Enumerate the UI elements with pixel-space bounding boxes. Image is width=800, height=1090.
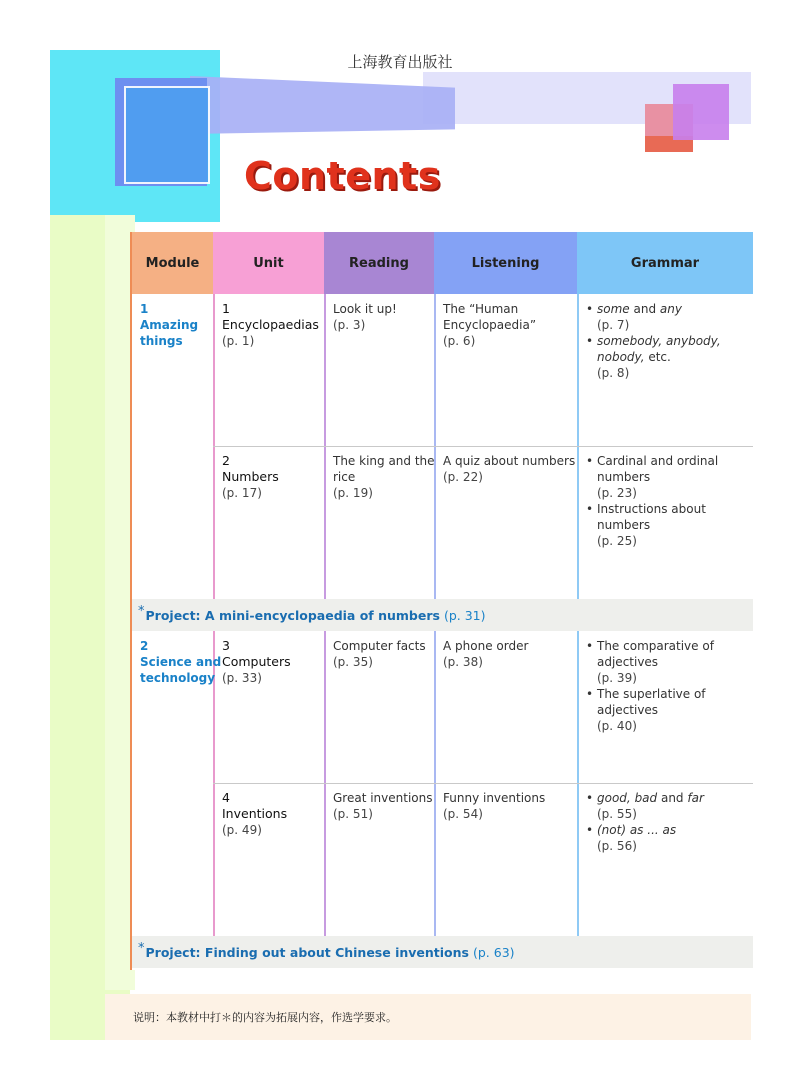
unit-4: 4 Inventions (p. 49) bbox=[222, 790, 288, 837]
grammar-item: • good, bad and far (p. 55) bbox=[586, 790, 704, 822]
header-listening: Listening bbox=[434, 232, 577, 294]
unit-1-listening: The “Human Encyclopaedia” (p. 6) bbox=[443, 302, 537, 348]
grammar-item: • (not) as ... as (p. 56) bbox=[586, 822, 704, 854]
grammar-item: • some and any (p. 7) bbox=[586, 301, 721, 333]
grammar-item: • Instructions about numbers (p. 25) bbox=[586, 501, 718, 549]
unit-4-listening: Funny inventions (p. 54) bbox=[443, 791, 546, 821]
grammar-item: • Cardinal and ordinal numbers (p. 23) bbox=[586, 453, 718, 501]
unit-3-listening: A phone order (p. 38) bbox=[443, 639, 529, 669]
project-row-1: * Project: A mini-encyclopaedia of numbers (p. 31) bbox=[132, 599, 753, 631]
unit-2-grammar bbox=[586, 453, 718, 549]
header-reading: Reading bbox=[324, 232, 434, 294]
unit-4-grammar bbox=[586, 790, 704, 854]
grammar-item: • somebody, anybody, nobody, etc. (p. 8) bbox=[586, 333, 721, 381]
module-1: 1 Amazing things bbox=[140, 302, 199, 348]
grammar-item: • The comparative of adjectives (p. 39) bbox=[586, 638, 714, 686]
blue-square bbox=[124, 86, 210, 184]
unit-3-grammar bbox=[586, 638, 714, 734]
row-divider bbox=[213, 783, 753, 784]
publisher-name: 上海教育出版社 bbox=[347, 53, 453, 71]
row-divider bbox=[213, 446, 753, 447]
violet-square bbox=[673, 84, 729, 140]
header-grammar: Grammar bbox=[577, 232, 753, 294]
page-title: Contents bbox=[244, 154, 441, 198]
grammar-item: • The superlative of adjectives (p. 40) bbox=[586, 686, 714, 734]
unit-2-listening: A quiz about numbers (p. 22) bbox=[443, 454, 576, 484]
unit-3: 3 Computers (p. 33) bbox=[222, 638, 291, 685]
project-row-2: * Project: Finding out about Chinese inventions (p. 63) bbox=[132, 936, 753, 968]
footer-note: 说明：本教材中打＊的内容为拓展内容，作选学要求。 bbox=[105, 994, 751, 1040]
unit-2: 2 Numbers (p. 17) bbox=[222, 453, 279, 500]
header-module: Module bbox=[132, 232, 213, 294]
unit-2-reading: The king and the rice (p. 19) bbox=[333, 454, 435, 500]
module-2: 2 Science and technology bbox=[140, 639, 222, 685]
contents-table bbox=[130, 232, 751, 970]
unit-1-reading: Look it up! (p. 3) bbox=[333, 302, 397, 332]
unit-3-reading: Computer facts (p. 35) bbox=[333, 639, 426, 669]
header-unit: Unit bbox=[213, 232, 324, 294]
unit-1-grammar bbox=[586, 301, 721, 381]
unit-1: 1 Encyclopaedias (p. 1) bbox=[222, 301, 319, 348]
purple-banner bbox=[190, 76, 455, 134]
unit-4-reading: Great inventions (p. 51) bbox=[333, 791, 433, 821]
